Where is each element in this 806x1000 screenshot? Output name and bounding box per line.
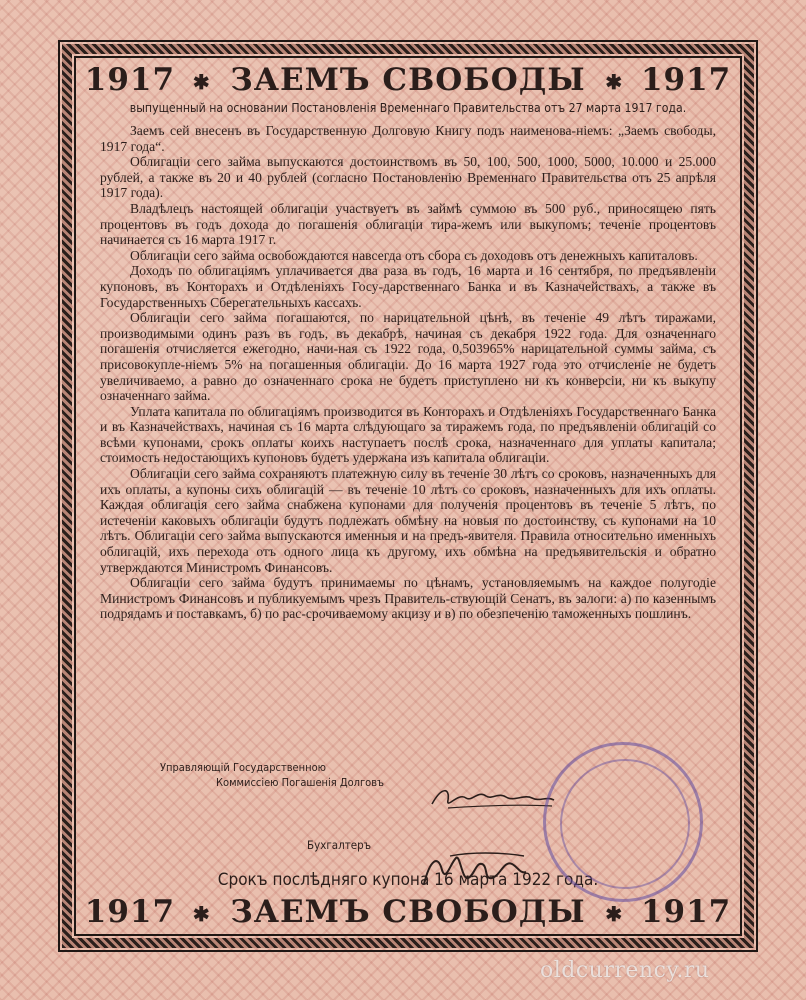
- header-top: [82, 62, 734, 98]
- header-top-year-left: 1917: [84, 62, 176, 98]
- paragraph: Облигаціи сего займа сохраняютъ платежную силу въ теченіе 30 лѣтъ со сроковъ, назначенныхъ для ихъ оплаты, а купоны сихъ облигацій — въ теченіе 10 лѣтъ со сроковъ, назначенныхъ для ихъ оплаты. Каждая облигація сего займа снабжена купонами для полученія процентовъ въ теченіе 5 лѣтъ, по истеченіи каковыхъ облигаціи будутъ подлежать обмѣну на новыя по достоинству, съ купонами на 10 лѣтъ. Облигаціи сего займа выпускаются именныя и на предъ-явителя. Правила относительно именныхъ облигацій, ихъ перехода отъ одного лица къ другому, ихъ обмѣна на предъявительскія и обратно утверждаются Министромъ Финансовъ.: [100, 466, 716, 575]
- ornament-star-icon: ✱: [605, 901, 624, 926]
- signatory-line-1: Управляющій Государственною: [160, 761, 326, 774]
- paragraph: Доходъ по облигаціямъ уплачивается два раза въ годъ, 16 марта и 16 сентября, по предъявленіи купоновъ, въ Конторахъ и Отдѣленіяхъ Госу-дарственнаго Банка и въ Казначействахъ, а также въ Государственныхъ Сберегательныхъ кассахъ.: [100, 263, 716, 310]
- official-stamp: [543, 742, 703, 902]
- subtitle: выпущенный на основании Постановленія Временнаго Правительства отъ 27 марта 1917 года.: [129, 101, 687, 115]
- paragraph: Облигаціи сего займа погашаются, по нарицательной цѣнѣ, въ теченіе 49 лѣтъ тиражами, производимыми одинъ разъ въ годъ, въ декабрѣ, начиная съ декабря 1922 года. Для означеннаго погашенія отчисляется ежегодно, начи-ная съ 1922 года, 0,503965% нарицательной суммы займа, съ присовокупле-ніемъ 5% на погашенныя облигаціи. До 16 марта 1927 года это отчисленіе не будетъ увеличиваемо, а равно до означеннаго срока не будетъ приступлено ни къ конверсіи, ни къ выкупу означеннаго займа.: [100, 310, 716, 404]
- paragraph: Облигаціи сего займа выпускаются достоинствомъ въ 50, 100, 500, 1000, 5000, 10.000 и 25.000 рублей, а также въ 20 и 40 рублей (согласно Постановленію Временнаго Правительства отъ 25 апрѣля 1917 года).: [100, 154, 716, 201]
- bond-terms: [100, 123, 716, 622]
- ornament-star-icon: ✱: [192, 69, 211, 94]
- paragraph: Заемъ сей внесенъ въ Государственную Долговую Книгу подъ наименова-ніемъ: „Заемъ свободы, 1917 года“.: [100, 123, 716, 154]
- site-watermark: oldcurrency.ru: [540, 958, 710, 983]
- header-bottom-year-left: 1917: [84, 894, 176, 930]
- ornament-star-icon: ✱: [192, 901, 211, 926]
- header-top-title: ЗАЕМЪ СВОБОДЫ: [230, 62, 586, 98]
- final-coupon-date: Срокъ послѣдняго купона 16 марта 1922 года.: [217, 870, 599, 890]
- paragraph: Облигаціи сего займа будутъ принимаемы по цѣнамъ, установляемымъ на каждое полугодіе Министромъ Финансовъ и публикуемымъ чрезъ Правитель-ствующій Сенатъ, въ залоги: а) по казеннымъ подрядамъ и поставкамъ, б) по рас-срочиваемому акцизу и в) по обезпеченію таможенныхъ пошлинъ.: [100, 575, 716, 622]
- header-bottom-year-right: 1917: [640, 894, 732, 930]
- ornament-star-icon: ✱: [605, 69, 624, 94]
- header-bottom-title: ЗАЕМЪ СВОБОДЫ: [230, 894, 586, 930]
- paragraph: Облигаціи сего займа освобождаются навсегда отъ сбора съ доходовъ отъ денежныхъ капиталовъ.: [130, 247, 698, 263]
- paragraph: Владѣлецъ настоящей облигаціи участвуетъ въ займѣ суммою въ 500 руб., приносящею пять процентовъ въ годъ дохода до погашенія облигаціи тира-жемъ или выкупомъ; теченіе процентовъ начинается съ 16 марта 1917 г.: [100, 200, 716, 248]
- paragraph: Уплата капитала по облигаціямъ производится въ Конторахъ и Отдѣленіяхъ Государственнаго Банка и въ Казначействахъ, начиная съ 16 марта слѣдующаго за тиражемъ года, по предъявленіи облигацій со всѣми купонами, срокъ оплаты коихъ наступаетъ послѣ срока, назначеннаго для уплаты капитала; стоимость недостающихъ купоновъ будетъ удержана изъ капитала облигаціи.: [100, 403, 716, 466]
- accountant-label: Бухгалтеръ: [307, 838, 372, 852]
- signature-director: [428, 782, 558, 816]
- signatory-line-2: Коммиссіею Погашенія Долговъ: [216, 776, 385, 789]
- header-top-year-right: 1917: [640, 62, 732, 98]
